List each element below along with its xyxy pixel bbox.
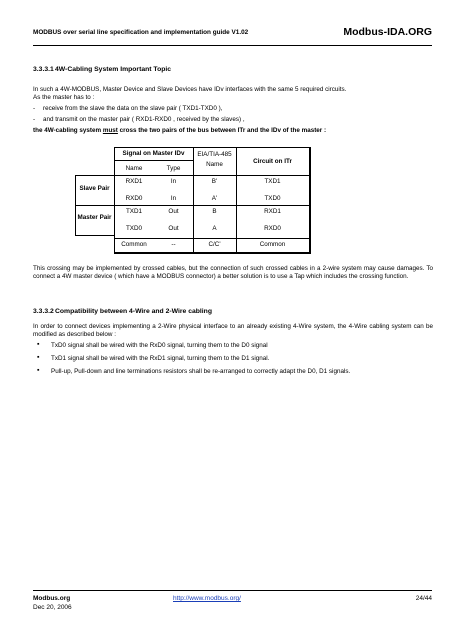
section-title: Compatibility between 4-Wire and 2-Wire cabling bbox=[55, 308, 212, 315]
footer-divider bbox=[33, 590, 432, 591]
section-heading-3332 bbox=[33, 308, 433, 316]
footer-date: Dec 20, 2006 bbox=[33, 604, 72, 611]
group-divider bbox=[75, 205, 309, 206]
section-number: 3.3.3.1 bbox=[33, 66, 54, 73]
brand-name: Modbus-IDA.ORG bbox=[343, 26, 432, 38]
header-type: Type bbox=[166, 165, 181, 172]
list-item: - and transmit on the master pair ( RXD1-RXD0 , received by the slaves) , bbox=[33, 116, 245, 124]
page-number: 24/44 bbox=[415, 595, 432, 602]
bullet-item: ▪ TxD1 signal shall be wired with the RxD1 signal, turning them to the D1 signal. bbox=[37, 355, 433, 363]
circuit-col-left bbox=[236, 147, 237, 253]
list-item: - receive from the slave the data on the slave pair ( TXD1-TXD0 ), bbox=[33, 105, 223, 112]
bullet-item: ▪ TxD0 signal shall be wired with the RxD0 signal, turning them to the D0 signal bbox=[37, 342, 433, 350]
group-bottom-rule bbox=[75, 235, 114, 236]
header-signal: Signal on Master IDv bbox=[122, 150, 185, 157]
group-col-left bbox=[75, 175, 76, 235]
header-circuit: Circuit on ITr bbox=[253, 158, 292, 165]
header-eia-line2: Name bbox=[206, 161, 223, 168]
footer-org: Modbus.org bbox=[33, 595, 71, 602]
section-heading-3331 bbox=[33, 66, 433, 74]
header-divider bbox=[33, 45, 432, 46]
footer-url-link[interactable]: http://www.modbus.org/ bbox=[173, 595, 241, 602]
intro-line: As the master has to : bbox=[33, 94, 95, 102]
table-border-top bbox=[114, 147, 309, 148]
group-slave-pair: Slave Pair bbox=[79, 185, 110, 192]
footer-left bbox=[33, 594, 72, 612]
section-number: 3.3.3.2 bbox=[33, 308, 54, 315]
emphasis-must: must bbox=[102, 127, 118, 134]
table-border-right bbox=[309, 147, 311, 253]
group-master-pair: Master Pair bbox=[77, 214, 112, 221]
table-border-bottom bbox=[114, 252, 311, 254]
header-inner-rule bbox=[114, 160, 193, 161]
intro-line: In such a 4W-MODBUS, Master Device and Slave Devices have IDv interfaces with the same 5 required circuits. bbox=[33, 86, 347, 93]
section-title: 4W-Cabling System Important Topic bbox=[55, 66, 172, 73]
crossing-paragraph: This crossing may be implemented by crossed cables, but the connection of such crossed cables in a 2-wire system may cause damages. To connect a 4W master device ( which have a MODBUS connector) a better solution is to use a Tap which includes the crossing function. bbox=[33, 265, 433, 281]
bullet-list bbox=[37, 342, 433, 381]
document-title: MODBUS over serial line specification and implementation guide V1.02 bbox=[33, 29, 249, 36]
section-intro bbox=[33, 86, 433, 103]
common-row-rule bbox=[114, 238, 309, 239]
bullet-item: ▪ Pull-up, Pull-down and line terminations resistors shall be re-arranged to correctly adapt the D0, D1 signals. bbox=[37, 368, 433, 376]
header-name: Name bbox=[125, 165, 143, 172]
header-eia-line1: EIA/TIA-485 bbox=[197, 151, 232, 158]
dash-list bbox=[33, 105, 433, 128]
section-intro: In order to connect devices implementing a 2-Wire physical interface to an already existing 4-Wire system, the 4-Wire cabling system can be modified as described below : bbox=[33, 323, 433, 339]
eia-col-left bbox=[193, 147, 194, 253]
name-col-left bbox=[114, 147, 115, 253]
header-bottom-rule bbox=[75, 175, 309, 176]
crossing-table: Signal on Master IDv Name Type EIA/TIA-485 Name Circuit on ITr Slave Pair Master Pair RXD1 In B' TXD1 RXD0 In A' TXD0 TXD1 Out B RXD1 TXD0 Out A RXD0 Common -- C/C' Common bbox=[75, 147, 313, 255]
page-header bbox=[33, 26, 432, 42]
emphasis-statement: the 4W-cabling system must cross the two pairs of the bus between ITr and the IDv of the master : bbox=[33, 127, 327, 134]
